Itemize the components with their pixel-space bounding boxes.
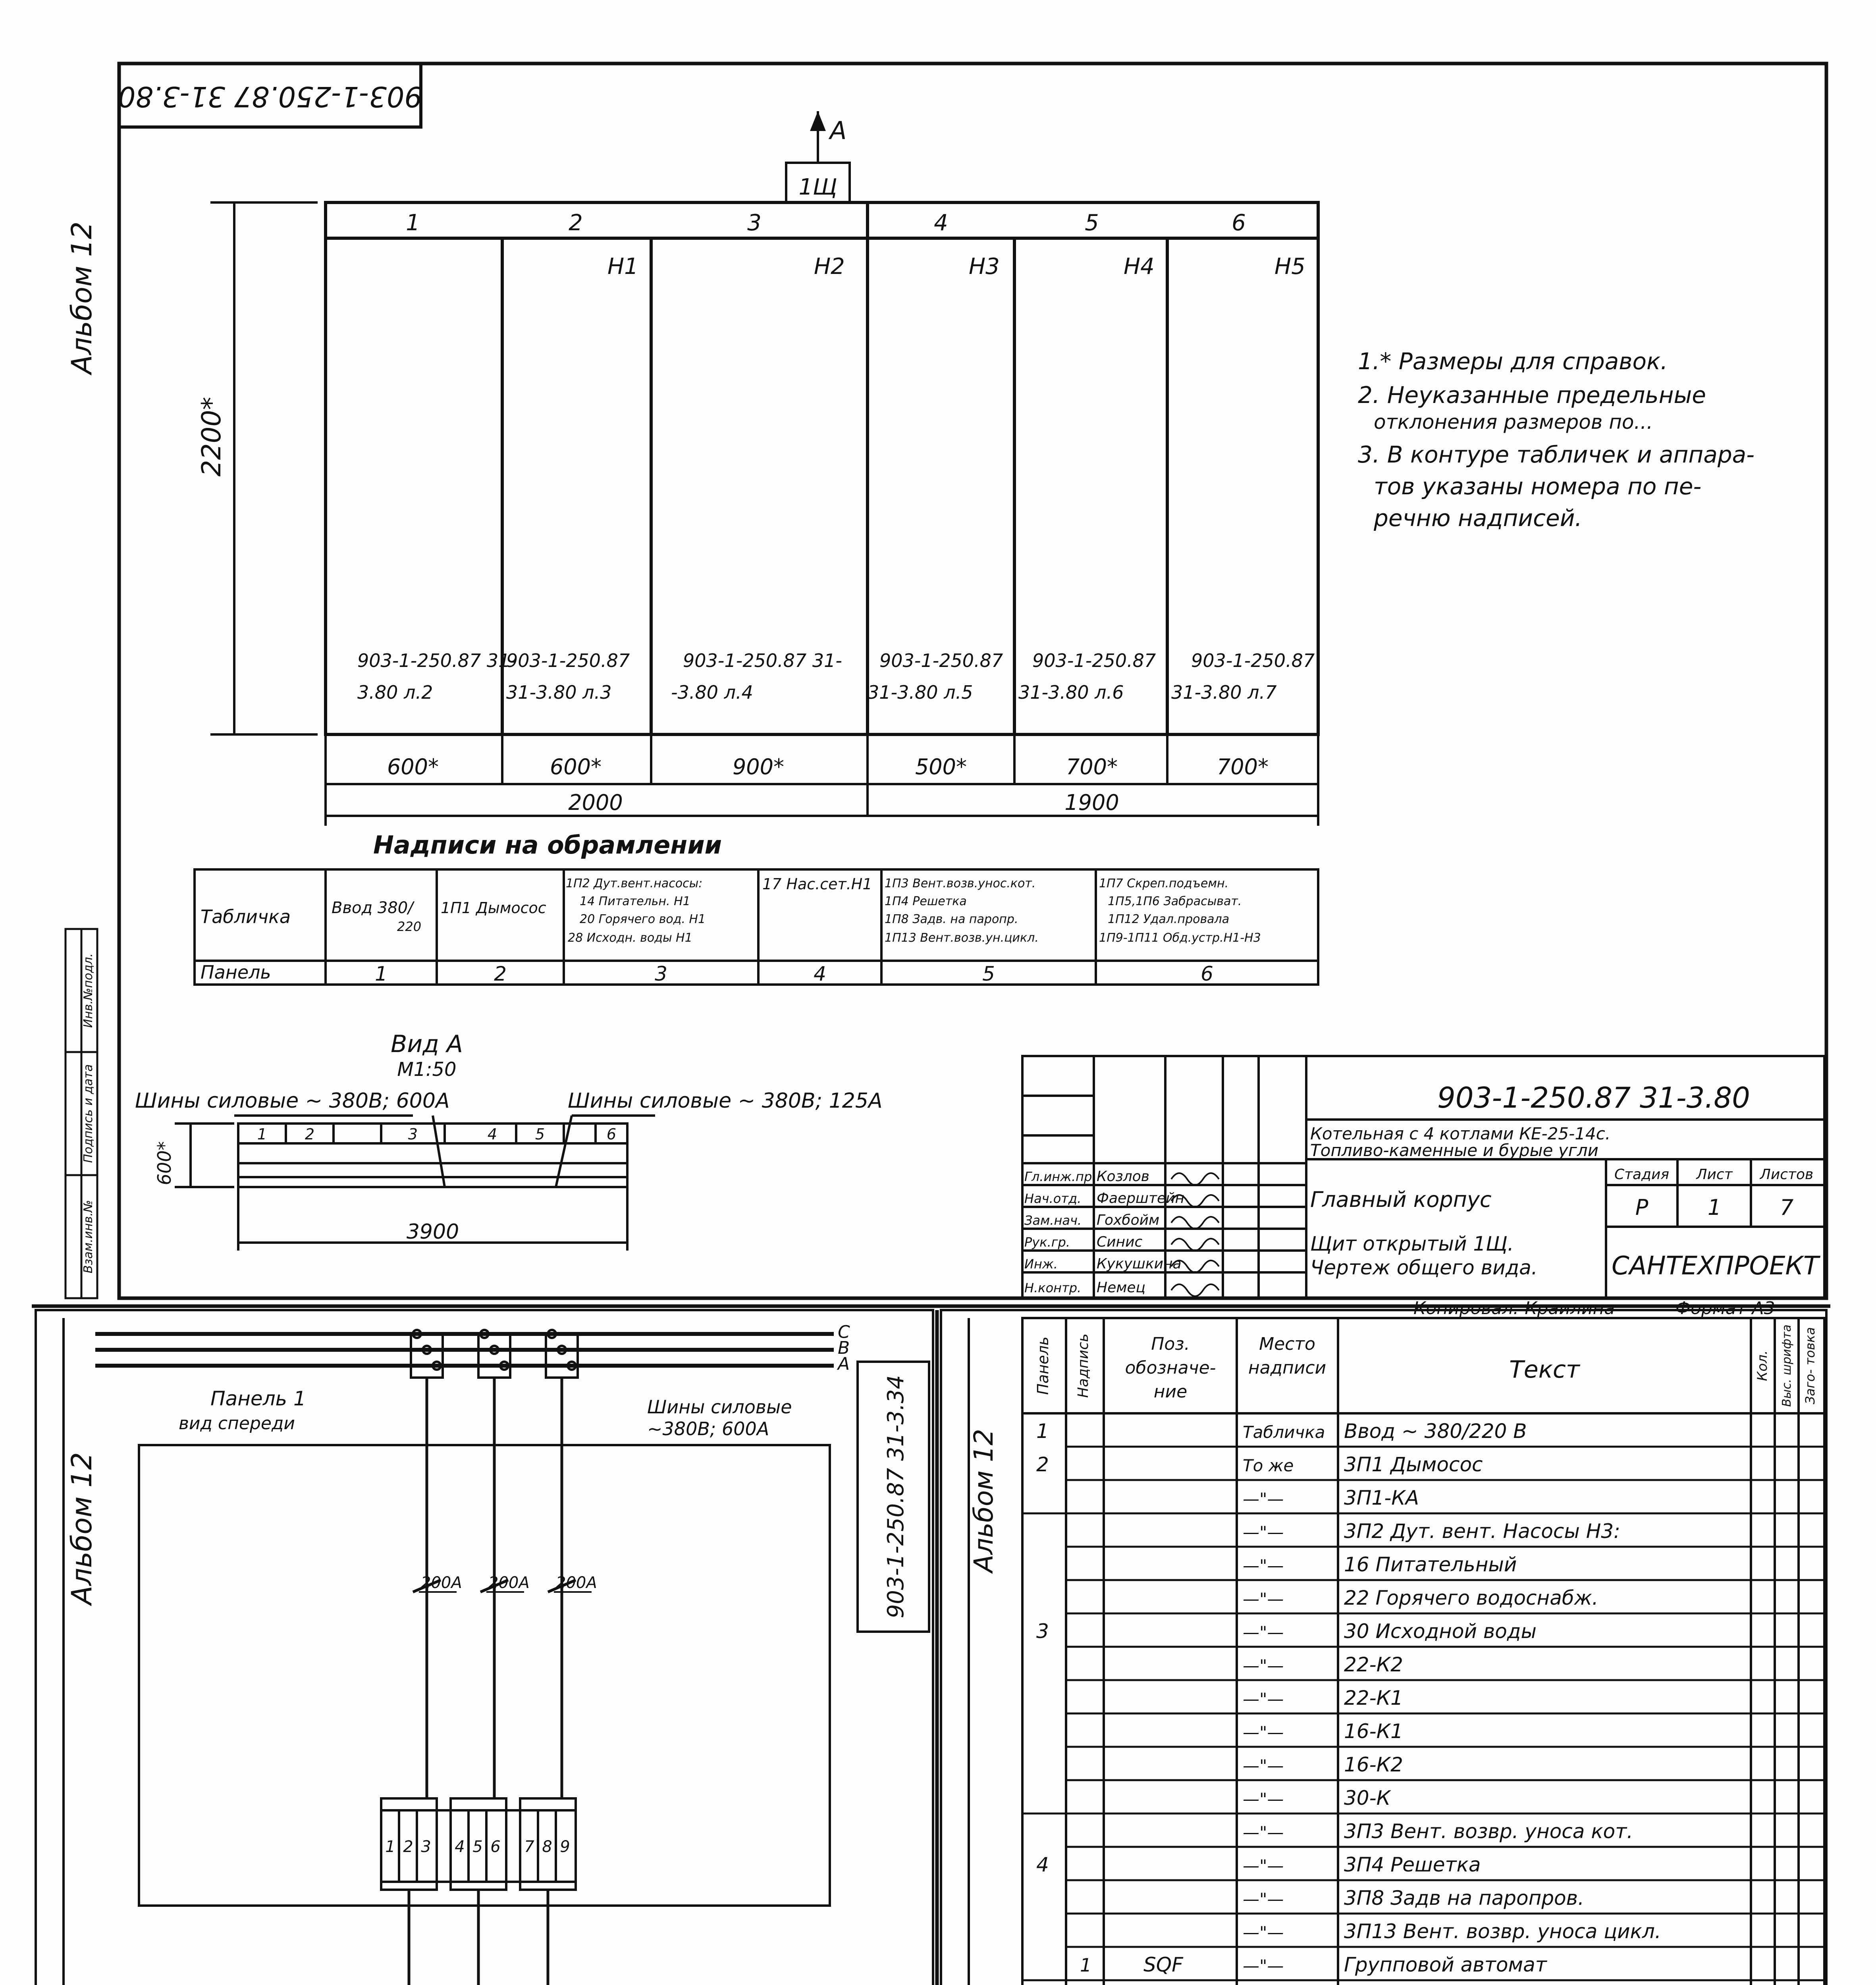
- list-cell-text: 30-К: [1344, 1786, 1391, 1810]
- terminal-number: 2: [403, 1838, 413, 1856]
- panel-ref-line: 903-1-250.87: [506, 650, 630, 671]
- list-cell-text: 22 Горячего водоснабж.: [1344, 1586, 1598, 1609]
- panel-ref-line: 903-1-250.87: [1032, 650, 1156, 671]
- margin-stamp-label: Инв.№подл.: [81, 953, 95, 1028]
- inscription-cell: 1П9-1П11 Обд.устр.Н1-Н3: [1099, 931, 1261, 945]
- list-cell-text: 3П1 Дымосос: [1344, 1453, 1483, 1476]
- list-cell-text: 16-К1: [1344, 1720, 1403, 1743]
- view-a-panel-num: 1: [257, 1125, 267, 1143]
- panel-width: 600*: [549, 754, 602, 779]
- view-a-length: 3900: [406, 1220, 459, 1244]
- breaker-rating: 200А: [488, 1574, 530, 1592]
- section-width: 1900: [1064, 790, 1119, 815]
- inscription-cell: 220: [397, 919, 422, 934]
- panel-ref-line: 903-1-250.87 31-: [683, 650, 842, 671]
- list-cell-text: 30 Исходной воды: [1344, 1620, 1537, 1643]
- col-header-blank: Заго- товка: [1803, 1327, 1818, 1405]
- panel-ref-line: 3.80 л.2: [357, 682, 433, 703]
- terminal-numbers: [385, 1838, 570, 1856]
- list-cell-text: 3П1-КА: [1344, 1486, 1419, 1509]
- note-line: тов указаны номера по пе-: [1374, 473, 1702, 500]
- col-header-place: Место: [1259, 1334, 1315, 1354]
- inscription-list-header: [1034, 1324, 1818, 1407]
- motor-tag: Н4: [1124, 254, 1155, 279]
- terminal-number: 9: [560, 1838, 570, 1856]
- busbar-label-left: Шины силовые ~ 380В; 600А: [135, 1089, 450, 1113]
- list-cell-text: Групповой автомат: [1344, 1953, 1547, 1976]
- album-label-bottom-right: Альбом 12: [968, 1428, 999, 1573]
- inscription-panel: 4: [814, 962, 826, 985]
- list-cell-place: —"—: [1243, 1923, 1284, 1942]
- col-header-panel: Панель: [1034, 1336, 1052, 1395]
- list-cell-place: —"—: [1243, 1556, 1284, 1575]
- list-cell-text: 3П8 Задв на паропров.: [1344, 1887, 1585, 1910]
- list-cell-text: 3П3 Вент. возвр. уноса кот.: [1344, 1820, 1633, 1843]
- copied-by: Копировал: Краилина: [1413, 1298, 1615, 1318]
- phase-label-b: В: [838, 1338, 850, 1358]
- signature-name: Гохбойм: [1097, 1212, 1160, 1228]
- list-cell-place: —"—: [1243, 1589, 1284, 1609]
- document-code: 903-1-250.87 31-3.80: [1437, 1081, 1750, 1114]
- list-cell-place: —"—: [1243, 1656, 1284, 1675]
- note-line: 2. Неуказанные предельные: [1358, 382, 1706, 409]
- phase-label-c: С: [838, 1322, 850, 1342]
- list-cell-panel: 4: [1036, 1853, 1049, 1876]
- view-mark-a: А: [830, 116, 847, 145]
- sheets-value: 7: [1780, 1195, 1794, 1220]
- motor-tag: Н3: [969, 254, 1000, 279]
- building-name: Главный корпус: [1310, 1187, 1492, 1212]
- view-a-scale: М1:50: [397, 1058, 457, 1081]
- panel-number: 4: [934, 210, 948, 236]
- list-cell-panel: 1: [1036, 1420, 1049, 1443]
- panel-width: 700*: [1217, 754, 1269, 779]
- col-header-place: надписи: [1248, 1358, 1327, 1378]
- col-header-text: Текст: [1509, 1356, 1580, 1384]
- col-header-designation: ние: [1153, 1382, 1188, 1402]
- motor-tags: [607, 254, 1305, 279]
- busbars-main: [95, 1334, 834, 1366]
- inscription-list-grid: [1022, 1318, 1824, 1985]
- terminal-number: 5: [472, 1838, 483, 1856]
- panel-width: 500*: [915, 754, 967, 779]
- col-header-font-height: Выс. шрифта: [1780, 1324, 1794, 1407]
- sheet-format: Формат А3: [1675, 1298, 1775, 1318]
- panel-number: 1: [406, 210, 420, 236]
- list-cell-panel: 2: [1036, 1453, 1049, 1476]
- stage-value: Р: [1635, 1195, 1648, 1220]
- inscription-cell: Ввод 380/: [332, 899, 413, 917]
- inscription-list-rows: [1022, 1420, 1824, 1985]
- inscription-cell: 1П7 Скреп.подъемн.: [1099, 877, 1229, 890]
- inscription-cell: 1П13 Вент.возв.ун.цикл.: [885, 931, 1039, 945]
- list-cell-text: 3П4 Решетка: [1344, 1853, 1481, 1876]
- view-a-panel-num: 3: [408, 1125, 418, 1143]
- terminal-number: 7: [524, 1838, 534, 1856]
- shield-label: 1Щ: [798, 174, 837, 200]
- section-arrow-a: [786, 111, 850, 202]
- drawing-title: Щит открытый 1Щ.: [1310, 1232, 1514, 1255]
- list-cell-place: —"—: [1243, 1489, 1284, 1509]
- project-line: Котельная с 4 котлами КЕ-25-14с.: [1310, 1124, 1611, 1143]
- inscriptions-row-header: Панель: [201, 962, 271, 983]
- inscription-panel: 1: [375, 962, 388, 985]
- organization: САНТЕХПРОЕКТ: [1611, 1251, 1819, 1281]
- signature-role: Н.контр.: [1024, 1280, 1082, 1295]
- list-cell-place: То же: [1243, 1456, 1294, 1475]
- view-a-panel-num: 2: [305, 1125, 315, 1143]
- signature-role: Нач.отд.: [1024, 1191, 1082, 1206]
- signature-role: Гл.инж.пр.: [1024, 1169, 1096, 1184]
- inscription-panel: 6: [1201, 962, 1213, 985]
- inscriptions-title: Надписи на обрамлении: [373, 831, 722, 860]
- breaker-rating: 200А: [556, 1574, 597, 1592]
- scheme-code-vertical: 903-1-250.87 31-3.34: [883, 1375, 909, 1619]
- inscription-panel: 5: [982, 962, 995, 985]
- panel1-subtitle: вид спереди: [179, 1413, 295, 1434]
- panel-number: 6: [1232, 210, 1246, 236]
- top-left-stamp: [118, 64, 422, 127]
- signature-name: Кукушкина: [1097, 1256, 1182, 1272]
- panel-ref-line: 903-1-250.87: [1191, 650, 1315, 671]
- inscription-cell: 1П5,1П6 Забрасыват.: [1108, 894, 1242, 908]
- col-header-designation: Поз.: [1151, 1334, 1190, 1354]
- sheets-header: Листов: [1760, 1166, 1814, 1183]
- inscription-cell: 1П12 Удал.провала: [1108, 912, 1230, 926]
- panel-number: 2: [569, 210, 583, 236]
- signature-name: Фаерштейн: [1097, 1190, 1185, 1206]
- list-cell-place: —"—: [1243, 1856, 1284, 1875]
- inscription-panel: 3: [655, 962, 667, 985]
- general-notes: [1358, 348, 1755, 532]
- view-a-panel-num: 6: [606, 1125, 617, 1143]
- inscription-cell: 1П3 Вент.возв.унос.кот.: [885, 877, 1036, 890]
- panel-ref-line: 903-1-250.87 31-: [357, 650, 517, 671]
- panel-ref-line: 31-3.80 л.6: [1018, 682, 1124, 703]
- view-a-panel-num: 4: [487, 1125, 497, 1143]
- panel-number: 3: [747, 210, 762, 236]
- view-a-panel-num: 5: [535, 1125, 545, 1143]
- inscriptions-row-header: Табличка: [201, 906, 291, 927]
- stamp-code: 903-1-250.87 31-3.80: [118, 80, 422, 113]
- list-cell-text: 3П13 Вент. возвр. уноса цикл.: [1344, 1920, 1661, 1943]
- height-dimension-value: 2200*: [196, 397, 227, 477]
- motor-tag: Н2: [814, 254, 845, 279]
- inscription-cell: 17 Нас.сет.Н1: [762, 875, 872, 893]
- margin-stamp-label: Взам.инв.№: [81, 1200, 95, 1274]
- list-cell-text: 16-К2: [1344, 1753, 1403, 1776]
- stage-header: Стадия: [1614, 1166, 1670, 1183]
- inscription-cell: 1П4 Решетка: [885, 894, 967, 908]
- view-a: [135, 1030, 883, 1251]
- signature-name: Синис: [1097, 1234, 1143, 1250]
- terminal-number: 8: [542, 1838, 552, 1856]
- inscription-cell: 1П1 Дымосос: [441, 899, 546, 917]
- drawing-title: Чертеж общего вида.: [1310, 1256, 1538, 1279]
- motor-tag: Н1: [607, 254, 638, 279]
- list-cell-text: 3П2 Дут. вент. Насосы Н3:: [1344, 1520, 1620, 1543]
- col-header-qty: Кол.: [1755, 1350, 1770, 1381]
- list-cell-place: —"—: [1243, 1889, 1284, 1909]
- width-dimension: [326, 734, 1318, 826]
- panel-numbers: [406, 210, 1246, 236]
- list-cell-place: —"—: [1243, 1789, 1284, 1809]
- panel-ref-line: 31-3.80 л.3: [506, 682, 612, 703]
- signature-role: Зам.нач.: [1024, 1213, 1082, 1228]
- title-block-top-text: [1024, 1081, 1821, 1318]
- phase-label-a: А: [838, 1354, 850, 1374]
- terminal-number: 4: [455, 1838, 465, 1856]
- view-a-depth: 600*: [154, 1141, 175, 1185]
- list-cell-place: Табличка: [1243, 1422, 1325, 1442]
- list-cell-inscription: 1: [1080, 1954, 1092, 1976]
- sheet-value: 1: [1707, 1195, 1722, 1220]
- signature-name: Немец: [1097, 1280, 1146, 1296]
- panel-width: 900*: [732, 754, 785, 779]
- list-cell-text: 22-К1: [1344, 1686, 1403, 1709]
- panel-ref-line: -3.80 л.4: [671, 682, 753, 703]
- inscription-cell: 28 Исходн. воды Н1: [568, 931, 692, 945]
- tap-connections: [411, 1330, 578, 1378]
- panel-ref-line: 31-3.80 л.5: [868, 682, 973, 703]
- project-line: Топливо-каменные и бурые угли: [1310, 1141, 1598, 1160]
- panel-width: 700*: [1066, 754, 1118, 779]
- list-cell-panel: 3: [1036, 1620, 1049, 1643]
- inscription-panel: 2: [494, 962, 507, 985]
- inscription-cell: 14 Питательн. Н1: [580, 894, 690, 908]
- busbars-scheme-label: ~380В; 600А: [647, 1418, 769, 1440]
- inscription-cell: 1П8 Задв. на паропр.: [885, 912, 1018, 926]
- list-cell-place: —"—: [1243, 1623, 1284, 1642]
- note-line: 1.* Размеры для справок.: [1358, 348, 1668, 375]
- terminal-number: 1: [385, 1838, 395, 1856]
- col-header-inscription: Надпись: [1075, 1334, 1091, 1398]
- signature-name: Козлов: [1097, 1168, 1149, 1185]
- section-width: 2000: [568, 790, 623, 815]
- album-label-bottom-left: Альбом 12: [66, 1452, 98, 1605]
- margin-stamp-label: Подпись и дата: [81, 1064, 95, 1163]
- panel-number: 5: [1085, 210, 1099, 236]
- list-cell-text: 22-К2: [1344, 1653, 1403, 1676]
- panel-body-outline: [139, 1445, 830, 1906]
- panel1-title: Панель 1: [210, 1387, 306, 1410]
- list-cell-place: —"—: [1243, 1723, 1284, 1742]
- inscription-cell: 20 Горячего вод. Н1: [580, 912, 706, 926]
- signature-role: Рук.гр.: [1024, 1235, 1070, 1250]
- list-cell-place: —"—: [1243, 1823, 1284, 1842]
- busbars-scheme-label: Шины силовые: [647, 1396, 792, 1418]
- note-line: отклонения размеров по...: [1374, 410, 1653, 434]
- list-cell-text: 16 Питательный: [1344, 1553, 1517, 1576]
- panel-width: 600*: [387, 754, 439, 779]
- list-cell-place: —"—: [1243, 1956, 1284, 1975]
- busbar-label-right: Шины силовые ~ 380В; 125А: [568, 1089, 883, 1113]
- terminal-number: 6: [490, 1838, 501, 1856]
- inscriptions-cells: [201, 875, 1261, 985]
- album-label-top: Альбом 12: [66, 221, 98, 374]
- list-cell-place: —"—: [1243, 1689, 1284, 1709]
- motor-tag: Н5: [1274, 254, 1305, 279]
- outgoing-lines: [151, 1890, 834, 1985]
- list-cell-text: Ввод ~ 380/220 В: [1344, 1420, 1527, 1443]
- panel-ref-line: 903-1-250.87: [879, 650, 1003, 671]
- sheet-header: Лист: [1696, 1166, 1733, 1183]
- view-a-title: Вид А: [391, 1030, 463, 1058]
- terminal-number: 3: [421, 1838, 431, 1856]
- list-cell-position: SQF: [1143, 1953, 1183, 1976]
- signature-role: Инж.: [1024, 1257, 1058, 1272]
- breaker-rating: 200А: [421, 1574, 462, 1592]
- list-cell-place: —"—: [1243, 1522, 1284, 1542]
- note-line: речню надписей.: [1374, 505, 1582, 532]
- panel-ref-line: 31-3.80 л.7: [1171, 682, 1277, 703]
- col-header-designation: обозначе-: [1125, 1358, 1216, 1378]
- list-cell-place: —"—: [1243, 1756, 1284, 1775]
- note-line: 3. В контуре табличек и аппара-: [1358, 441, 1755, 468]
- inscription-cell: 1П2 Дут.вент.насосы:: [566, 877, 703, 890]
